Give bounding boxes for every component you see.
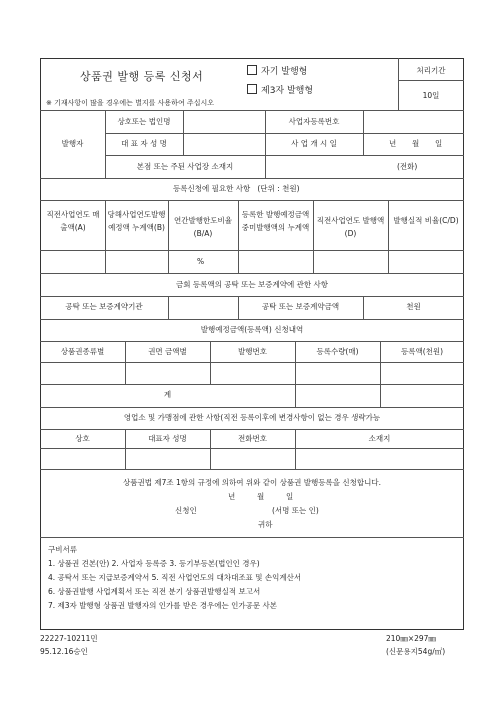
form-note: ※ 기재사항이 많을 경우에는 별지를 사용하여 주십시오: [46, 99, 214, 107]
documents-title: 구비서류: [48, 545, 77, 554]
start-day-label: 일: [435, 139, 443, 148]
col-annual-ratio: 연간발행한도비율(B/A): [174, 216, 232, 238]
footer-size: 210㎜×297㎜: [386, 634, 436, 643]
phone-label: (전화): [397, 162, 418, 171]
declaration-day: 일: [286, 492, 294, 501]
documents-line-1: 1. 상품권 견본(안) 2. 사업자 등록증 3. 등기부등본(법인인 경우): [48, 559, 260, 568]
plan-col-denomination: 권면 금액별: [148, 347, 187, 356]
recipient-label: 귀하: [258, 520, 273, 529]
plan-col-quantity: 등록수량(매): [316, 347, 359, 356]
sales-col-rep: 대표자 성명: [148, 434, 187, 443]
col-issue-ratio: 발행실적 비율(C/D): [393, 216, 459, 225]
start-month-label: 월: [412, 139, 420, 148]
col-cumulative-plan: 당해사업연도발행예정액 누계액(B): [107, 210, 166, 232]
col-prev-issued: 직전사업연도 발행액(D): [316, 216, 385, 238]
col-prev-sales: 직전사업연도 매출액(A): [46, 210, 100, 232]
option-third-party[interactable]: 제3자 발행형: [247, 84, 313, 96]
sales-col-name: 상호: [75, 434, 90, 443]
deposit-header: 금회 등록액의 공탁 또는 보증계약에 관한 사항: [176, 280, 328, 289]
form-title: 상품권 발행 등록 신청서: [80, 70, 204, 83]
col-unissued-cumulative: 등록한 발행예정금액중미발행액의 누계액: [241, 210, 310, 232]
start-year-label: 년: [389, 139, 397, 148]
deposit-institution-label: 공탁 또는 보증계약기관: [65, 302, 143, 311]
declaration-year: 년: [228, 492, 236, 501]
issuer-label: 발행자: [61, 139, 84, 148]
registration-header: 등록신청에 필요한 사항 (단위 : 천원): [173, 184, 300, 193]
deposit-unit: 천원: [406, 302, 421, 311]
footer-approval: 95.12.16승인: [40, 647, 88, 656]
documents-line-2: 4. 공탁서 또는 지급보증계약서 5. 직전 사업연도의 대차대조표 및 손익계산서: [48, 573, 302, 582]
footer-paper: (신문용지54g/㎡): [386, 647, 446, 656]
footer-code: 22227-10211민: [40, 634, 98, 643]
processing-period-label: 처리기간: [416, 66, 446, 75]
processing-period-value: 10일: [422, 91, 440, 100]
declaration-month: 월: [257, 492, 265, 501]
sales-header: 영업소 및 가맹점에 관한 사항(직전 등록이후에 변경사항이 없는 경우 생략가능: [123, 413, 381, 422]
plan-col-issue-no: 발행번호: [238, 347, 267, 356]
biz-reg-no-label: 사업자등록번호: [288, 117, 340, 126]
applicant-label: 신청인: [175, 506, 197, 515]
start-date-label: 사 업 개 시 일: [291, 139, 337, 148]
plan-col-amount: 등록액(천원): [400, 347, 444, 356]
option-self-issue[interactable]: 자기 발행형: [247, 65, 307, 77]
sales-col-phone: 전화번호: [238, 434, 267, 443]
signature-label: (서명 또는 인): [272, 506, 319, 515]
documents-line-4: 7. 제3자 발행형 상품권 발행자의 인가를 받은 경우에는 인가공문 사본: [48, 601, 277, 610]
company-name-label: 상호또는 법인명: [117, 117, 171, 126]
checkbox-self-issue[interactable]: [247, 65, 257, 75]
ratio-percent: %: [197, 257, 205, 266]
rep-name-label: 대 표 자 성 명: [121, 139, 167, 148]
plan-total-label: 계: [163, 390, 172, 399]
declaration-text: 상품권법 제7조 1항의 규정에 의하여 위와 같이 상품권 발행등록을 신청합니다.: [123, 478, 381, 487]
deposit-amount-label: 공탁 또는 보증계약금액: [261, 302, 340, 311]
plan-col-type: 상품권종류별: [60, 347, 105, 356]
sales-col-address: 소재지: [368, 434, 391, 443]
checkbox-third-party[interactable]: [247, 84, 257, 94]
address-label: 본점 또는 주된 사업장 소재지: [136, 162, 234, 171]
plan-header: 발행예정금액(등록액) 신청내역: [200, 325, 304, 334]
documents-line-3: 6. 상품권발행 사업계획서 또는 직전 분기 상품권발행실적 보고서: [48, 587, 261, 596]
